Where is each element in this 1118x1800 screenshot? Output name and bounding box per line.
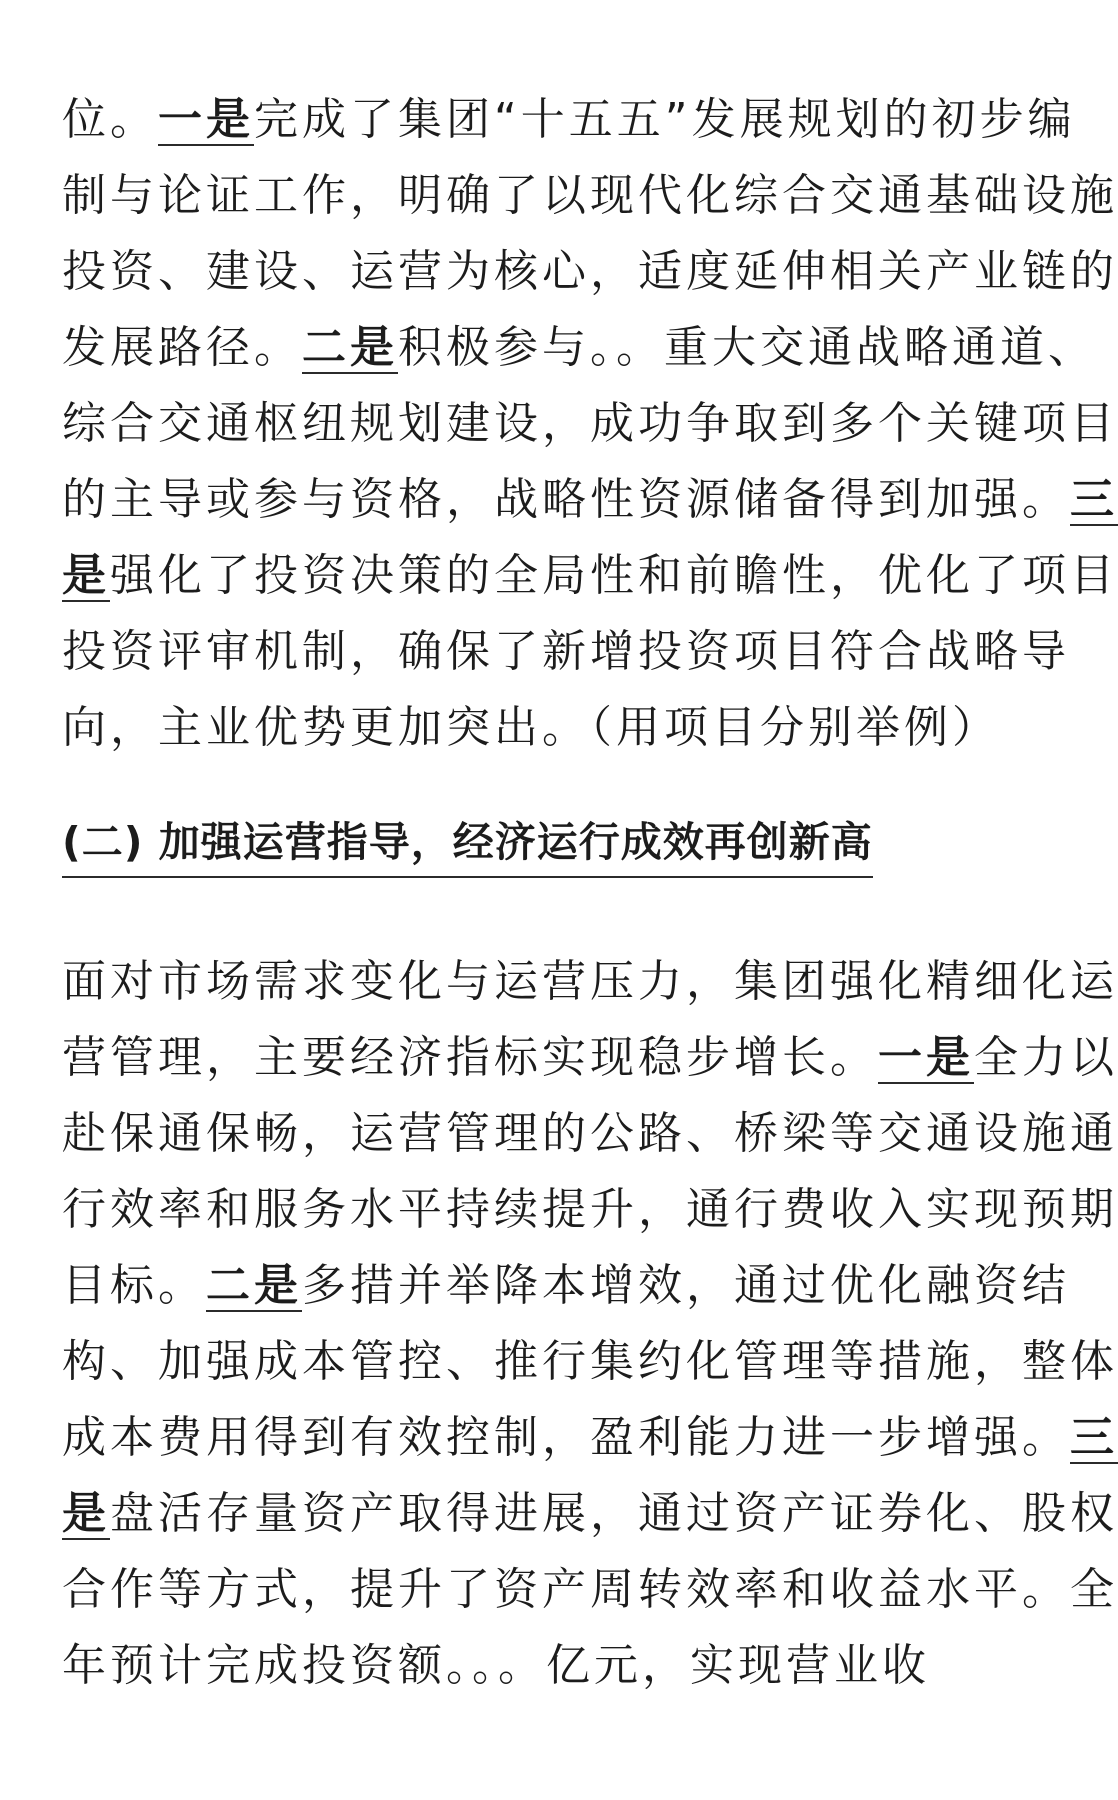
text-line: 构、加强成本管控、推行集约化管理等措施，整体 — [62, 1336, 1118, 1387]
text-line: 营管理，主要经济指标实现稳步增长。一是全力以 — [62, 1032, 1118, 1083]
paragraph-investment-planning — [62, 82, 1118, 766]
paragraph-operations — [62, 944, 1118, 1704]
text-line: 成本费用得到有效控制，盈利能力进一步增强。三 — [62, 1412, 1118, 1463]
keyword-second: 二是 — [302, 322, 398, 373]
keyword-third-part2: 是 — [62, 550, 110, 601]
text-line: 赴保通保畅，运营管理的公路、桥梁等交通设施通 — [62, 1108, 1118, 1159]
section-heading: (二) 加强运营指导，经济运行成效再创新高 — [62, 812, 873, 878]
text-line: 合作等方式，提升了资产周转效率和收益水平。全 — [62, 1564, 1118, 1615]
keyword-second: 二是 — [206, 1260, 302, 1311]
text-line: 投资评审机制，确保了新增投资项目符合战略导 — [62, 626, 1070, 677]
keyword-first: 一是 — [878, 1032, 974, 1083]
text-line: 位。一是完成了集团“十五五”发展规划的初步编 — [62, 94, 1076, 145]
text-line: 的主导或参与资格，战略性资源储备得到加强。三 — [62, 474, 1118, 525]
text-line: 发展路径。二是积极参与。。重大交通战略通道、 — [62, 322, 1096, 373]
keyword-third-part1: 三 — [1070, 1412, 1118, 1463]
keyword-first: 一是 — [158, 94, 254, 145]
text-line: 制与论证工作，明确了以现代化综合交通基础设施 — [62, 170, 1118, 221]
text-line: 向，主业优势更加突出。（用项目分别举例） — [62, 702, 1000, 753]
text-line: 行效率和服务水平持续提升，通行费收入实现预期 — [62, 1184, 1118, 1235]
text-line: 综合交通枢纽规划建设，成功争取到多个关键项目 — [62, 398, 1118, 449]
text-line: 是强化了投资决策的全局性和前瞻性，优化了项目 — [62, 550, 1118, 601]
text-line: 年预计完成投资额。。。亿元，实现营业收 — [62, 1640, 930, 1691]
text-line: 是盘活存量资产取得进展，通过资产证券化、股权 — [62, 1488, 1118, 1539]
text-line: 目标。二是多措并举降本增效，通过优化融资结 — [62, 1260, 1070, 1311]
text-line: 投资、建设、运营为核心，适度延伸相关产业链的 — [62, 246, 1118, 297]
keyword-third-part1: 三 — [1070, 474, 1118, 525]
text-line: 面对市场需求变化与运营压力，集团强化精细化运 — [62, 956, 1118, 1007]
keyword-third-part2: 是 — [62, 1488, 110, 1539]
